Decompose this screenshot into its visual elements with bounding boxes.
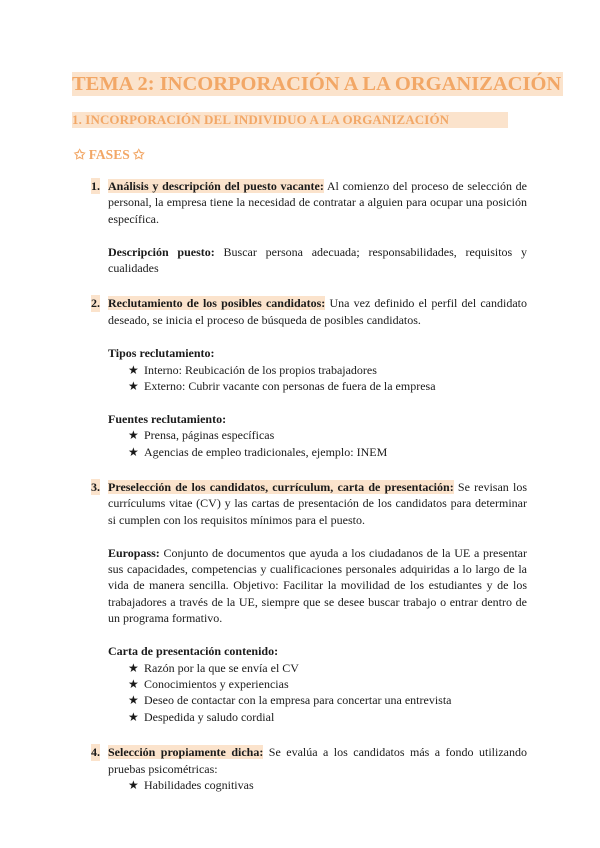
list-item-text: Conocimientos y experiencias bbox=[144, 676, 289, 691]
fases-heading bbox=[74, 146, 144, 164]
list-item bbox=[128, 777, 527, 793]
sub-label: Europass: bbox=[108, 545, 160, 560]
item-text: Se revisan los currículums vitae (CV) y las cartas de presentación de los candidatos para determinar si cumplen con los requisitos mínimos para el puesto. bbox=[108, 480, 527, 527]
list-item-text: Deseo de contactar con la empresa para concertar una entrevista bbox=[144, 693, 452, 708]
item-heading: Preselección de los candidatos, currículum, carta de presentación: bbox=[108, 480, 454, 495]
phase-item bbox=[91, 479, 527, 725]
fases-label: FASES bbox=[88, 147, 130, 162]
item-heading: Selección propiamente dicha: bbox=[108, 745, 264, 760]
list-item-text: Despedida y saludo cordial bbox=[144, 709, 275, 724]
bullet-list bbox=[108, 427, 527, 460]
item-heading: Análisis y descripción del puesto vacante: bbox=[108, 179, 324, 193]
list-item bbox=[128, 444, 527, 460]
list-item-text: Interno: Reubicación de los propios trabajadores bbox=[144, 362, 377, 377]
list-item bbox=[128, 660, 527, 676]
sub-text: Buscar persona adecuada; responsabilidades, requisitos y cualidades bbox=[108, 244, 527, 276]
star-bullet-icon: ★ bbox=[128, 709, 139, 724]
star-bullet-icon: ★ bbox=[128, 660, 139, 675]
list-item-text: Agencias de empleo tradicionales, ejemplo: INEM bbox=[144, 444, 388, 459]
list-item bbox=[128, 362, 527, 378]
star-bullet-icon: ★ bbox=[128, 362, 139, 377]
phase-item bbox=[91, 744, 527, 793]
list-item bbox=[128, 709, 527, 725]
item-heading: Reclutamiento de los posibles candidatos: bbox=[108, 296, 326, 311]
item-number: 2. bbox=[91, 296, 100, 311]
item-number: 3. bbox=[91, 480, 100, 495]
list-item-text: Razón por la que se envía el CV bbox=[144, 660, 299, 675]
star-bullet-icon: ★ bbox=[128, 777, 139, 792]
group-label: Fuentes reclutamiento: bbox=[108, 411, 227, 426]
list-item-text: Habilidades cognitivas bbox=[144, 777, 254, 792]
list-item bbox=[128, 692, 527, 708]
star-outline-icon: ✩ bbox=[133, 147, 145, 162]
section-heading: 1. INCORPORACIÓN DEL INDIVIDUO A LA ORGANIZACIÓN bbox=[72, 112, 508, 128]
item-text: Una vez definido el perfil del candidato deseado, se inicia el proceso de búsqueda de posibles candidatos. bbox=[108, 296, 527, 327]
sub-label: Descripción puesto: bbox=[108, 244, 215, 259]
group-label: Carta de presentación contenido: bbox=[108, 644, 279, 659]
star-bullet-icon: ★ bbox=[128, 676, 139, 691]
item-text: Al comienzo del proceso de selección de personal, la empresa tiene la necesidad de contratar a alguien para ocupar una posición específica. bbox=[108, 179, 527, 226]
bullet-list bbox=[108, 660, 527, 726]
star-bullet-icon: ★ bbox=[128, 444, 139, 459]
list-item-text: Prensa, páginas específicas bbox=[144, 428, 275, 443]
item-number: 1. bbox=[91, 179, 100, 193]
list-item bbox=[128, 378, 527, 394]
phase-item bbox=[91, 178, 527, 276]
item-number: 4. bbox=[91, 745, 100, 760]
bullet-list bbox=[108, 777, 527, 793]
phases-list bbox=[91, 178, 527, 793]
sub-text: Conjunto de documentos que ayuda a los ciudadanos de la UE a presentar sus capacidades, competencias y cualificaciones personales adquiridas a lo largo de la vida de manera sencilla. Objetivo: Facilitar la movilidad de los estudiantes y de los trabajadores a través de la UE, siempre que se desee buscar trabajo o entrar dentro de un programa formativo. bbox=[108, 545, 527, 626]
group-label: Tipos reclutamiento: bbox=[108, 346, 215, 361]
page-title: TEMA 2: INCORPORACIÓN A LA ORGANIZACIÓN bbox=[72, 73, 562, 95]
list-item bbox=[128, 427, 527, 443]
star-bullet-icon: ★ bbox=[128, 693, 139, 708]
star-bullet-icon: ★ bbox=[128, 428, 139, 443]
phase-item bbox=[91, 295, 527, 460]
star-bullet-icon: ★ bbox=[128, 379, 139, 394]
list-item-text: Externo: Cubrir vacante con personas de fuera de la empresa bbox=[144, 379, 436, 394]
item-text: Se evalúa a los candidatos más a fondo utilizando pruebas psicométricas: bbox=[108, 745, 527, 776]
star-outline-icon: ✩ bbox=[74, 147, 86, 162]
list-item bbox=[128, 676, 527, 692]
bullet-list bbox=[108, 362, 527, 395]
